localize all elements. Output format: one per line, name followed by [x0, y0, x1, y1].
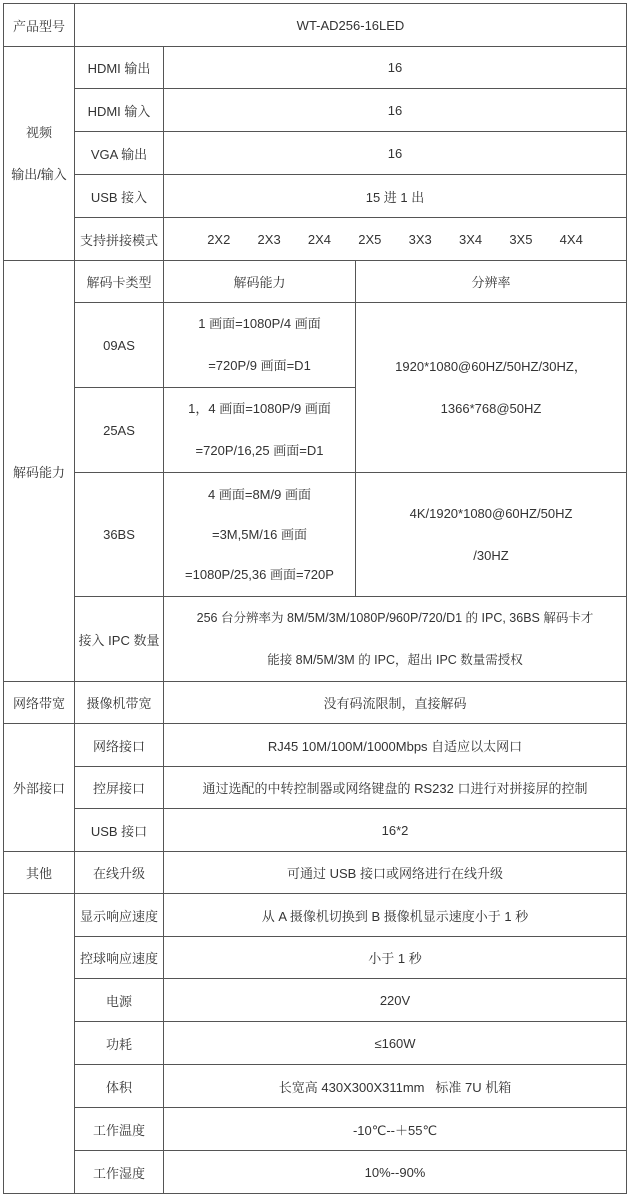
control-label: 控屏接口	[75, 767, 164, 809]
misc-category	[4, 894, 75, 1194]
card-36bs-cap-line1: 4 画面=8M/9 画面	[208, 486, 311, 502]
hdmi-out-value: 16	[164, 47, 627, 89]
ethernet-label: 网络接口	[75, 724, 164, 767]
decode-header-type: 解码卡类型	[75, 261, 164, 303]
card-25as-cap-line2: =720P/16,25 画面=D1	[195, 443, 324, 458]
row-model	[4, 4, 627, 47]
row-humidity	[4, 1151, 627, 1194]
model-value: WT-AD256-16LED	[75, 4, 627, 47]
res-b	[356, 473, 627, 597]
vga-out-value: 16	[164, 132, 627, 175]
video-category-line1: 视频	[25, 124, 52, 140]
row-card-09as	[4, 303, 627, 388]
row-temperature	[4, 1108, 627, 1151]
ptz-response-value: 小于 1 秒	[164, 937, 627, 979]
usb-port-value: 16*2	[164, 809, 627, 852]
card-09as-cap-line2: =720P/9 画面=D1	[208, 358, 311, 373]
row-usb-port	[4, 809, 627, 852]
card-25as-cap	[164, 388, 356, 473]
display-response-label: 显示响应速度	[75, 894, 164, 937]
usb-in-label: USB 接入	[75, 175, 164, 218]
card-09as-type: 09AS	[75, 303, 164, 388]
row-power	[4, 979, 627, 1022]
hdmi-in-label: HDMI 输入	[75, 89, 164, 132]
row-vga-out	[4, 132, 627, 175]
spec-table	[3, 3, 627, 1194]
row-ethernet	[4, 724, 627, 767]
row-upgrade	[4, 852, 627, 894]
row-volume	[4, 1065, 627, 1108]
network-label: 摄像机带宽	[75, 682, 164, 724]
hdmi-out-label: HDMI 输出	[75, 47, 164, 89]
power-label: 电源	[75, 979, 164, 1022]
display-response-value: 从 A 摄像机切换到 B 摄像机显示速度小于 1 秒	[164, 894, 627, 937]
row-hdmi-out	[4, 47, 627, 89]
consumption-value: ≤160W	[164, 1022, 627, 1065]
card-09as-cap-line1: 1 画面=1080P/4 画面	[198, 316, 321, 331]
other-category: 其他	[4, 852, 75, 894]
row-network	[4, 682, 627, 724]
control-value: 通过选配的中转控制器或网络键盘的 RS232 口进行对拼接屏的控制	[164, 767, 627, 809]
video-category-line2: 输出/输入	[11, 166, 67, 182]
ipc-label: 接入 IPC 数量	[75, 597, 164, 682]
usb-port-label: USB 接口	[75, 809, 164, 852]
row-consumption	[4, 1022, 627, 1065]
ethernet-value: RJ45 10M/100M/1000Mbps 自适应以太网口	[164, 724, 627, 767]
temperature-value: -10℃--＋55℃	[164, 1108, 627, 1151]
volume-value: 长宽高 430X300X311mm 标准 7U 机箱	[164, 1065, 627, 1108]
ipc-value	[164, 597, 627, 682]
upgrade-value: 可通过 USB 接口或网络进行在线升级	[164, 852, 627, 894]
video-category	[4, 47, 75, 261]
card-36bs-cap-line2: =3M,5M/16 画面	[211, 526, 307, 542]
ptz-response-label: 控球响应速度	[75, 937, 164, 979]
ipc-value-line1: 256 台分辨率为 8M/5M/3M/1080P/960P/720/D1 的 IPC, 36BS 解码卡才	[196, 611, 594, 625]
card-09as-cap	[164, 303, 356, 388]
row-control	[4, 767, 627, 809]
humidity-label: 工作湿度	[75, 1151, 164, 1194]
res-a	[356, 303, 627, 473]
row-usb-in	[4, 175, 627, 218]
row-display-response	[4, 894, 627, 937]
external-category: 外部接口	[4, 724, 75, 852]
row-decode-header	[4, 261, 627, 303]
decode-header-cap: 解码能力	[164, 261, 356, 303]
row-hdmi-in	[4, 89, 627, 132]
card-25as-cap-line1: 1，4 画面=1080P/9 画面	[188, 401, 331, 416]
card-25as-type: 25AS	[75, 388, 164, 473]
power-value: 220V	[164, 979, 627, 1022]
splice-mode-value: 2X2 2X3 2X4 2X5 3X3 3X4 3X5 4X4	[164, 218, 627, 261]
card-36bs-cap	[164, 473, 356, 597]
ipc-value-line2: 能接 8M/5M/3M 的 IPC，超出 IPC 数量需授权	[267, 653, 523, 667]
row-card-36bs	[4, 473, 627, 597]
res-a-line1: 1920*1080@60HZ/50HZ/30HZ，	[395, 358, 587, 374]
usb-in-value: 15 进 1 出	[164, 175, 627, 218]
hdmi-in-value: 16	[164, 89, 627, 132]
res-b-line1: 4K/1920*1080@60HZ/50HZ	[409, 505, 573, 521]
decode-header-res: 分辨率	[356, 261, 627, 303]
decode-category: 解码能力	[4, 261, 75, 682]
row-splice-mode	[4, 218, 627, 261]
consumption-label: 功耗	[75, 1022, 164, 1065]
humidity-value: 10%--90%	[164, 1151, 627, 1194]
splice-mode-label: 支持拼接模式	[75, 218, 164, 261]
volume-label: 体积	[75, 1065, 164, 1108]
res-b-line2: /30HZ	[473, 547, 509, 563]
card-36bs-cap-line3: =1080P/25,36 画面=720P	[185, 566, 334, 582]
row-ptz-response	[4, 937, 627, 979]
network-category: 网络带宽	[4, 682, 75, 724]
network-value: 没有码流限制，直接解码	[164, 682, 627, 724]
upgrade-label: 在线升级	[75, 852, 164, 894]
res-a-line2: 1366*768@50HZ	[440, 400, 542, 416]
card-36bs-type: 36BS	[75, 473, 164, 597]
row-ipc	[4, 597, 627, 682]
model-label: 产品型号	[4, 4, 75, 47]
temperature-label: 工作温度	[75, 1108, 164, 1151]
vga-out-label: VGA 输出	[75, 132, 164, 175]
